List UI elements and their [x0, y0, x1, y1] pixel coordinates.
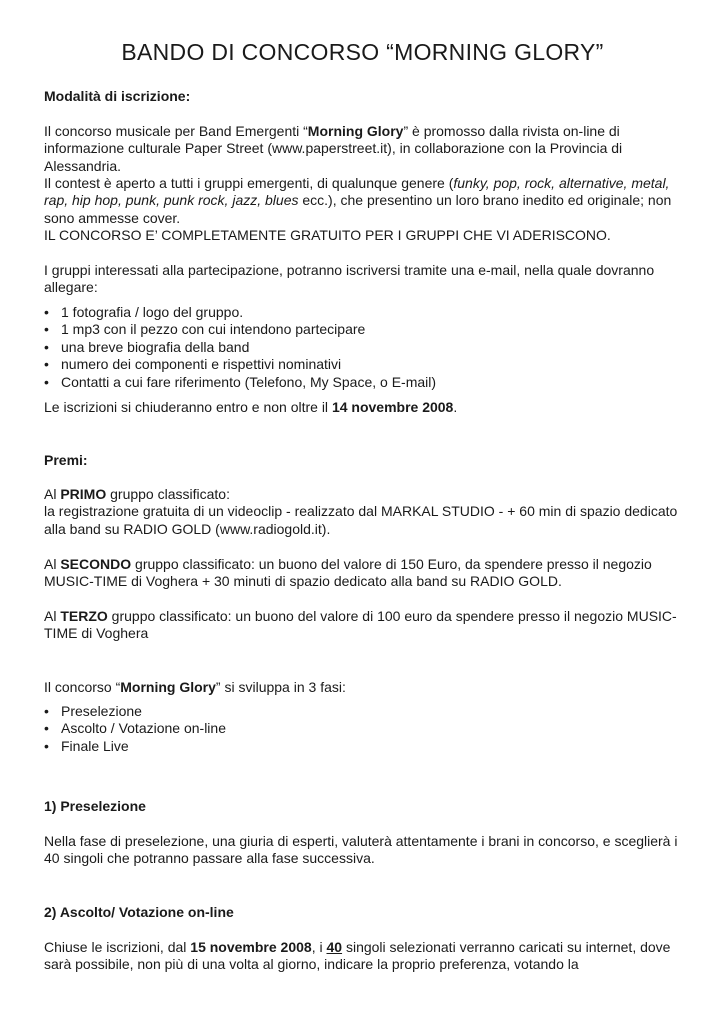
paragraph-third-prize [44, 608, 684, 643]
text-emphasis: SECONDO [60, 556, 132, 572]
text-fragment: Il contest è aperto a tutti i gruppi emergenti, di qualunque genere ( [44, 175, 454, 191]
text-fragment: Al [44, 556, 61, 572]
paragraph-preselezione: Nella fase di preselezione, una giuria di esperti, valuterà attentamente i brani in concorso, e sceglierà i 40 singoli che potranno passare alla fase successiva. [44, 833, 678, 867]
paragraph-deadline [44, 399, 684, 416]
text-fragment: Al [44, 608, 61, 624]
text-fragment: Al [44, 486, 61, 502]
text-fragment: la registrazione gratuita di un videoclip - realizzato dal MARKAL STUDIO - + 60 min di spazio dedicato alla band su RADIO GOLD (www.radiogold.it). [44, 503, 678, 537]
heading-premi: Premi: [44, 452, 88, 468]
heading-votazione: 2) Ascolto/ Votazione on-line [44, 904, 234, 920]
text-fragment: Le iscrizioni si chiuderanno entro e non oltre il [44, 399, 332, 415]
attachments-list [44, 304, 684, 391]
text-emphasis: Morning Glory [307, 123, 404, 139]
text-fragment: singoli selezionati verranno caricati su internet, dove sarà possibile, non più di una volta al giorno, indicare la proprio preferenza, votando la [44, 939, 671, 973]
paragraph-votazione [44, 939, 684, 974]
list-item: • una breve biografia della band [44, 339, 684, 356]
text-fragment: Chiuse le iscrizioni, dal [44, 939, 191, 955]
paragraph-second-prize [44, 556, 684, 591]
paragraph-how-to-apply: I gruppi interessati alla partecipazione, potranno iscriversi tramite una e-mail, nella quale dovranno allegare: [44, 262, 655, 296]
document-title: BANDO DI CONCORSO “MORNING GLORY” [121, 39, 604, 65]
text-emphasis: Morning Glory [120, 679, 216, 695]
text-emphasis: TERZO [60, 608, 108, 624]
text-fragment: Il concorso musicale per Band Emergenti “ [44, 123, 308, 139]
paragraph-first-prize [44, 486, 684, 538]
deadline-date: 14 novembre 2008 [331, 399, 454, 415]
list-item: • Finale Live [44, 738, 684, 755]
heading-modalita: Modalità di iscrizione: [44, 88, 191, 104]
list-item: • Contatti a cui fare riferimento (Telefono, My Space, o E-mail) [44, 374, 684, 391]
list-item: • numero dei componenti e rispettivi nominativi [44, 356, 684, 373]
text-fragment: , i [311, 939, 327, 955]
paragraph-genres [44, 175, 684, 227]
start-date: 15 novembre 2008 [190, 939, 312, 955]
list-item: • Preselezione [44, 703, 684, 720]
paragraph-intro [44, 123, 684, 175]
text-emphasis: PRIMO [60, 486, 107, 502]
text-fragment: ” è promosso dalla rivista on-line di informazione culturale Paper Street (www.paperstreet.it), in collaborazione con la Provincia di Alessandria. [44, 123, 623, 174]
heading-preselezione: 1) Preselezione [44, 798, 146, 814]
text-fragment: gruppo classificato: un buono del valore di 100 euro da spendere presso il negozio MUSIC-TIME di Voghera [44, 608, 677, 642]
list-item: • 1 fotografia / logo del gruppo. [44, 304, 684, 321]
text-fragment: gruppo classificato: [106, 486, 230, 502]
paragraph-phases-intro [44, 679, 684, 696]
text-fragment: Il concorso “ [44, 679, 121, 695]
text-italic: funky, pop, rock, alternative, metal, rap, hip hop, punk, punk rock, jazz, blues [44, 175, 670, 209]
text-fragment: ” si sviluppa in 3 fasi: [215, 679, 346, 695]
text-fragment: gruppo classificato: un buono del valore di 150 Euro, da spendere presso il negozio MUSIC-TIME di Voghera + 30 minuti di spazio dedicato alla band su RADIO GOLD. [44, 556, 652, 590]
text-fragment: ecc.), che presentino un loro brano inedito ed originale; non sono ammesse cover. [44, 192, 672, 226]
phases-list [44, 703, 684, 755]
list-item: • Ascolto / Votazione on-line [44, 720, 684, 737]
paragraph-free: IL CONCORSO E’ COMPLETAMENTE GRATUITO PER I GRUPPI CHE VI ADERISCONO. [44, 227, 611, 243]
count-emphasis: 40 [326, 939, 343, 955]
text-fragment: . [453, 399, 458, 415]
list-item: • 1 mp3 con il pezzo con cui intendono partecipare [44, 321, 684, 338]
